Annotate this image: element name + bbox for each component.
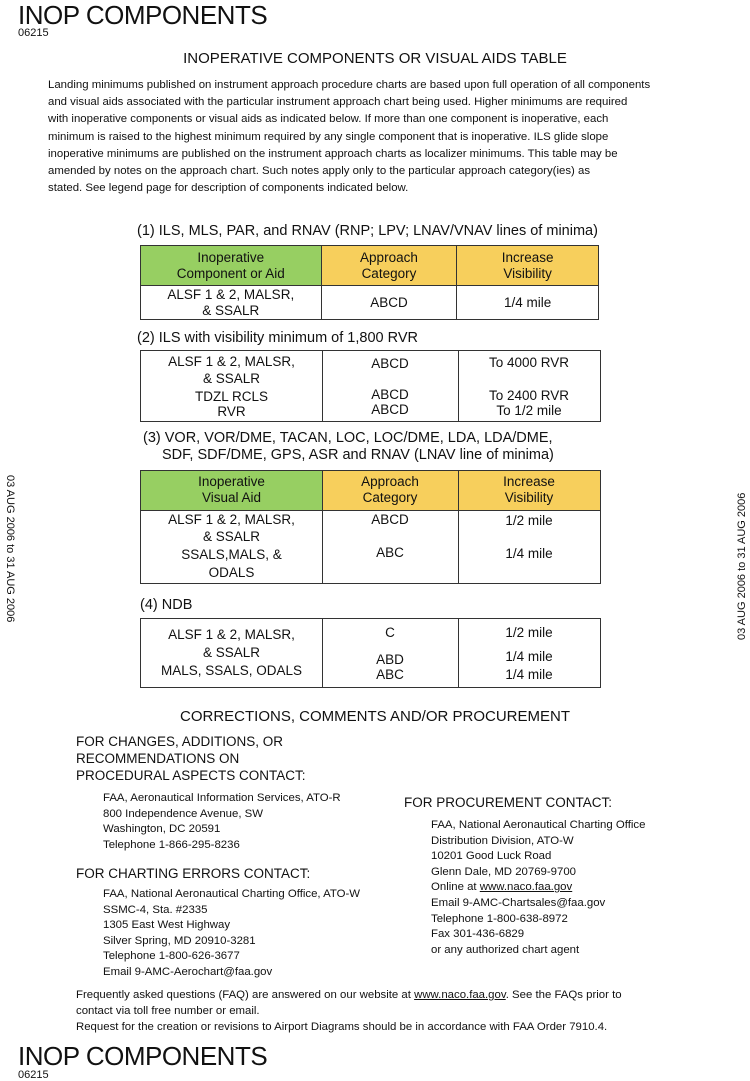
section3-header-component: Inoperative Visual Aid: [198, 474, 265, 505]
section4-component-line: & SSALR: [202, 645, 261, 660]
faq-line: Request for the creation or revisions to Airport Diagrams should be in accordance with FAA Order 7910.4.: [76, 1021, 608, 1034]
online-prefix: Online at: [431, 881, 480, 894]
address-line: 10201 Good Luck Road: [431, 850, 552, 863]
address-line: Telephone 1-800-638-8972: [431, 912, 568, 925]
address-line: FAA, National Aeronautical Charting Office: [431, 819, 646, 831]
page-footer-code: 06215: [18, 1069, 49, 1081]
address-line: 800 Independence Avenue, SW: [103, 807, 264, 820]
section2-category-line: ABCD: [371, 387, 409, 402]
section1-header-category: Approach Category: [321, 246, 457, 286]
address-line: or any authorized chart agent: [431, 943, 580, 956]
address-line: Telephone 1-866-295-8236: [103, 838, 240, 851]
section4-component-line: ALSF 1 & 2, MALSR,: [168, 627, 295, 642]
section1-component: ALSF 1 & 2, MALSR, & SSALR: [141, 286, 322, 320]
faq-suffix: . See the FAQs prior to: [505, 989, 622, 1001]
intro-line: minimum is raised to the highest minimum required by any single component that is inoperative. ILS glide slope: [48, 130, 609, 143]
address-line: Email 9-AMC-Chartsales@faa.gov: [431, 896, 606, 909]
faq-paragraph: [76, 988, 716, 1036]
faq-line: [76, 988, 716, 1004]
faq-website-link[interactable]: www.naco.faa.gov: [414, 989, 506, 1001]
section4-visibility-line: 1/4 mile: [505, 649, 553, 664]
table-row: [141, 286, 599, 320]
section1-table: [140, 245, 599, 320]
section2-category-line: ABCD: [371, 356, 409, 371]
intro-line: and visual aids associated with the particular instrument approach chart being used. Higher minimums are required: [48, 96, 628, 109]
section3-category-line: ABCD: [371, 512, 409, 527]
address-line: Washington, DC 20591: [103, 823, 221, 836]
section1-caption: (1) ILS, MLS, PAR, and RNAV (RNP; LPV; LNAV/VNAV lines of minima): [137, 223, 598, 239]
section1-category: ABCD: [321, 286, 457, 320]
intro-paragraph: [48, 77, 678, 197]
procedural-contact-address: [103, 791, 341, 853]
procurement-contact-heading: FOR PROCUREMENT CONTACT:: [404, 795, 613, 810]
section3-component-line: SSALS,MALS, &: [181, 547, 282, 562]
intro-line: inoperative minimums are published on the instrument approach charts as localizer minimums. This table may be: [48, 147, 618, 160]
address-line: FAA, Aeronautical Information Services, ATO-R: [103, 792, 341, 804]
section1-header-visibility: Increase Visibility: [457, 246, 599, 286]
section2-category-line: ABCD: [371, 402, 409, 417]
procurement-contact-address: [431, 818, 645, 958]
page-header-title: INOP COMPONENTS: [18, 0, 268, 30]
section4-category-line: ABD: [376, 652, 404, 667]
section4-category-line: C: [385, 625, 395, 640]
section3-component-line: ALSF 1 & 2, MALSR,: [168, 512, 295, 527]
intro-line: with inoperative components or visual aids as indicated below. If more than one component is inoperative, each: [48, 113, 609, 126]
section2-component-line: RVR: [217, 404, 246, 419]
section2-caption: (2) ILS with visibility minimum of 1,800 RVR: [137, 330, 418, 346]
address-line: 1305 East West Highway: [103, 919, 231, 932]
section4-category-line: ABC: [376, 667, 404, 682]
address-line: SSMC-4, Sta. #2335: [103, 903, 208, 916]
address-line: FAA, National Aeronautical Charting Office, ATO-W: [103, 888, 361, 900]
address-line: Fax 301-436-6829: [431, 928, 525, 941]
section4-table: [140, 618, 601, 688]
section2-component-line: & SSALR: [202, 371, 261, 386]
section2-table: [140, 350, 601, 422]
section3-table: [140, 470, 601, 584]
section4-component-line: MALS, SSALS, ODALS: [160, 663, 303, 678]
intro-line: Landing minimums published on instrument approach procedure charts are based upon full operation of all components: [48, 79, 651, 91]
side-date-left: 03 AUG 2006 to 31 AUG 2006: [4, 475, 16, 623]
section2-component-line: ALSF 1 & 2, MALSR,: [168, 354, 295, 369]
section3-visibility-line: 1/4 mile: [505, 546, 553, 561]
address-line: Email 9-AMC-Aerochart@faa.gov: [103, 965, 273, 978]
heading-line: PROCEDURAL ASPECTS CONTACT:: [76, 768, 306, 783]
heading-line: FOR CHANGES, ADDITIONS, OR: [76, 734, 284, 749]
procedural-contact-heading: [76, 733, 306, 784]
naco-website-link[interactable]: www.naco.faa.gov: [479, 881, 573, 894]
heading-line: RECOMMENDATIONS ON: [76, 751, 240, 766]
section1-header-component: Inoperative Component or Aid: [141, 246, 322, 286]
section3-component-line: & SSALR: [202, 529, 261, 544]
corrections-title: CORRECTIONS, COMMENTS AND/OR PROCUREMENT: [179, 708, 570, 725]
intro-line: stated. See legend page for description of components indicated below.: [48, 182, 409, 195]
section2-visibility-line: To 4000 RVR: [488, 355, 570, 370]
section2-visibility-line: To 2400 RVR: [488, 388, 570, 403]
section4-visibility-line: 1/4 mile: [505, 667, 553, 682]
online-line: [431, 880, 645, 896]
section2-visibility-line: To 1/2 mile: [496, 403, 562, 418]
section3-category-line: ABC: [376, 545, 404, 560]
address-line: Glenn Dale, MD 20769-9700: [431, 865, 577, 878]
address-line: Silver Spring, MD 20910-3281: [103, 934, 256, 947]
charting-contact-address: [103, 887, 360, 981]
page-header-code: 06215: [18, 27, 49, 39]
address-line: Telephone 1-800-626-3677: [103, 950, 240, 963]
section3-visibility-line: 1/2 mile: [505, 513, 553, 528]
section3-component-line: ODALS: [208, 565, 255, 580]
faq-line: contact via toll free number or email.: [76, 1004, 260, 1017]
section3-header-visibility: Increase Visibility: [503, 474, 555, 505]
side-date-right: 03 AUG 2006 to 31 AUG 2006: [736, 492, 748, 640]
section2-component-line: TDZL RCLS: [194, 389, 268, 404]
section4-visibility-line: 1/2 mile: [505, 625, 553, 640]
section3-caption-line1: (3) VOR, VOR/DME, TACAN, LOC, LOC/DME, LDA, LDA/DME,: [143, 430, 553, 446]
address-line: Distribution Division, ATO-W: [431, 834, 574, 847]
table-title: INOPERATIVE COMPONENTS OR VISUAL AIDS TABLE: [183, 50, 567, 67]
charting-contact-heading: FOR CHARTING ERRORS CONTACT:: [76, 866, 311, 881]
section4-caption: (4) NDB: [140, 597, 193, 613]
intro-line: amended by notes on the approach chart. Such notes apply only to the particular approach category(ies) as: [48, 165, 591, 178]
page-footer-title: INOP COMPONENTS: [18, 1041, 268, 1071]
section3-caption-line2: SDF, SDF/DME, GPS, ASR and RNAV (LNAV line of minima): [162, 447, 554, 463]
faq-prefix: Frequently asked questions (FAQ) are answered on our website at: [76, 989, 415, 1001]
section1-visibility: 1/4 mile: [457, 286, 599, 320]
section3-header-category: Approach Category: [361, 474, 419, 505]
